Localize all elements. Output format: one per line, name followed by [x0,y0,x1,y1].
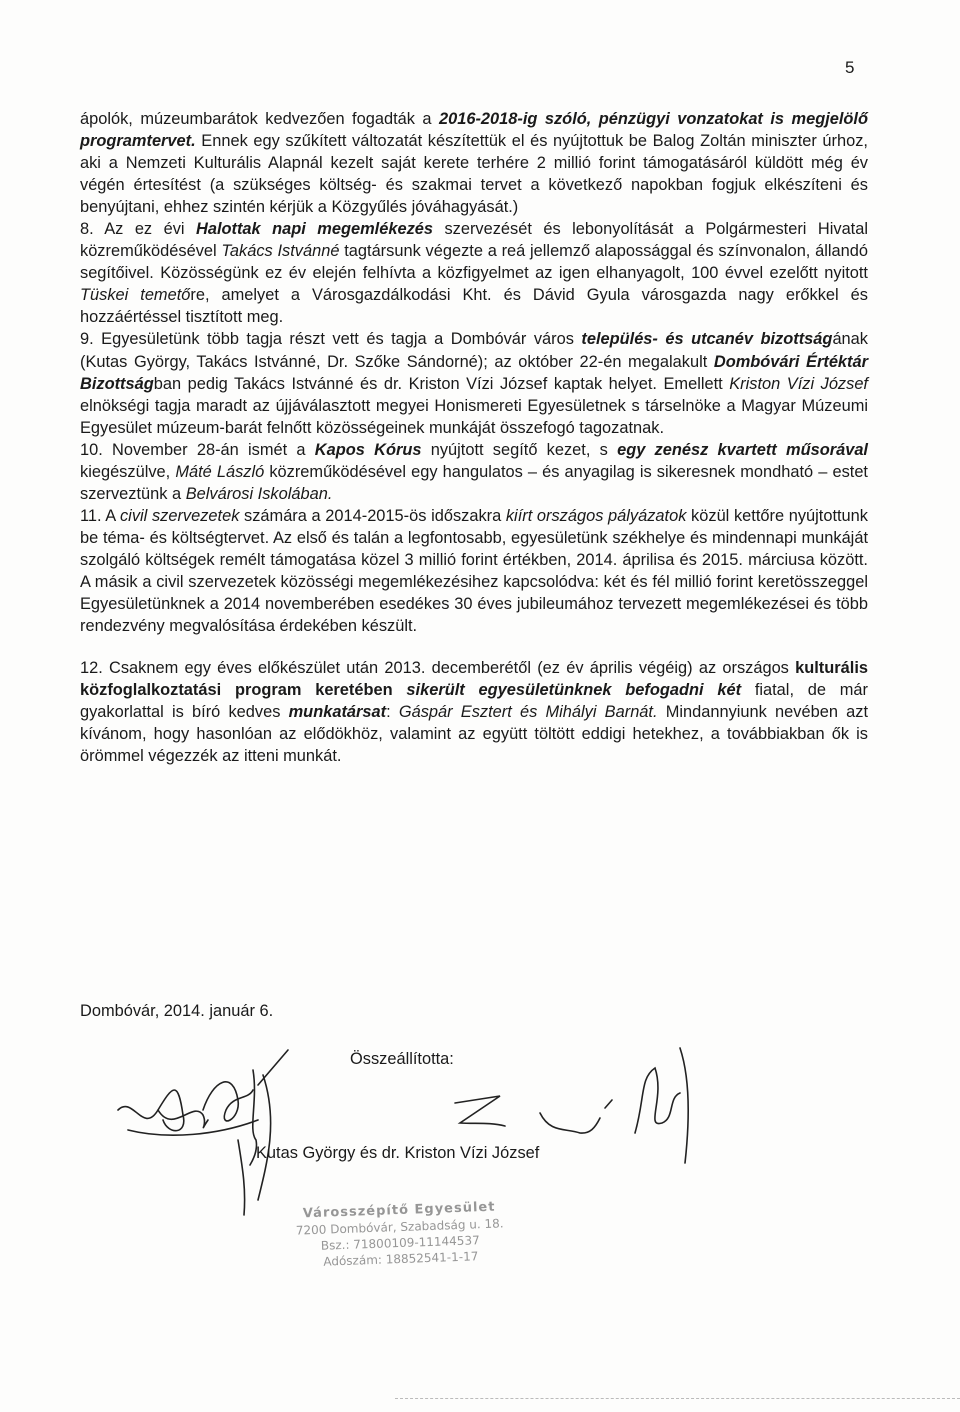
scan-edge-line [395,1398,960,1399]
paragraph-gap [80,637,868,657]
text-run: ának (Kutas György, Takács Istvánné, Dr. Szőke Sándorné); az október 22-én megalakult [80,330,868,371]
place-and-date: Dombóvár, 2014. január 6. [80,1002,274,1020]
text-run: Tüskei temető [80,286,191,305]
text-run: nyújtott segítő kezet, s [421,440,618,459]
text-run: Belvárosi Iskolában. [185,484,333,503]
text-run: re, amelyet a Városgazdálkodási Kht. és Dávid Gyula városgazda nagy erőkkel és hozzáértéssel tisztított meg. [80,286,868,327]
paragraph-9 [80,328,868,438]
text-run: kiírt országos pályázatok [505,506,687,525]
document-body [80,108,868,767]
text-run: 2016-2018-ig szóló, pénzügyi vonzatokat is megjelölő programtervet. [80,110,869,151]
text-run: kiegészülve, [80,462,176,481]
text-run: tagtársunk végezte a reá jellemző alapossággal és színvonalon, állandó segítőivel. Közösségünk ez év elején felhívta a közfigyelmet az igen elhanyagolt, 100 évvel ezelőtt nyitott [80,242,868,283]
text-run: : [386,703,399,722]
page-number: 5 [845,58,855,77]
text-run: Kapos Kórus [314,440,422,459]
paragraph-11 [80,505,868,637]
text-run: Takács Istvánné [221,242,340,261]
stamp-line: Adószám: 18852541-1-17 [323,1249,479,1269]
signatories: Kutas György és dr. Kriston Vízi József [256,1144,540,1162]
text-run: Mindannyiunk nevében azt kívánom, hogy hasonlóan az elődökhöz, valamint az együtt töltött eddigi hetekhez, a továbbiakban ők is örömmel végezzék az itteni munkát. [80,703,868,766]
compiled-by-label: Összeállította: [350,1050,454,1068]
stamp-line: Városszépítő Egyesület [302,1199,496,1222]
text-run: szervezését és lebonyolítását a Polgármesteri Hivatal közreműködésével [80,220,868,261]
stamp-line: 7200 Dombóvár, Szabadság u. 18. [295,1216,504,1238]
text-run: kulturális közfoglalkoztatási program keretében [80,659,868,700]
signature-left [108,1040,308,1220]
text-run [393,681,407,699]
text-run: ápolók, múzeumbarátok kedvezően fogadták a [80,110,439,128]
text-run: 8. Az ez évi [80,220,196,239]
text-run: Dombóvári Értéktár Bizottság [80,352,868,393]
text-run: 10. November 28-án ismét a [80,440,315,459]
paragraph-10 [80,439,868,505]
text-run: Máté László [175,462,265,481]
text-run: 9. Egyesületünk több tagja részt vett és tagja a Dombóvár város [80,330,582,349]
text-run: fiatal, de már gyakorlattal is bíró kedves [80,681,868,722]
text-run: civil szervezetek [119,506,240,525]
text-run: munkatársat [288,703,387,722]
text-run: 11. A [80,506,120,525]
paragraph-12 [80,657,868,767]
organization-stamp [279,1199,521,1271]
text-run: közreműködésével egy hangulatos – és anyagilag is sikeresnek mondható – estet szerveztünk a [80,462,868,503]
text-run: Ennek egy szűkített változatát készítettük el és nyújtottuk be Balog Zoltán miniszter úrhoz, aki a Nemzeti Kulturális Alapnál kezelt saját kerete terhére 2 millió forint támogatásáról küldött még év végén értesítést (a szükséges költség- és szakmai tervet a következő napokban fogjuk elkészíteni és benyújtani, ehhez szintén kérjük a Közgyűlés jóváhagyását.) [80,132,868,217]
text-run: ban pedig Takács Istvánné és dr. Kriston Vízi József kaptak helyet. Emellett [153,374,730,393]
text-run: számára a 2014-2015-ös időszakra [239,506,506,525]
text-run: sikerült egyesületünknek befogadni két [406,681,742,700]
paragraph-7-continuation [80,108,868,218]
stamp-line: Bsz.: 71800109-11144537 [320,1233,480,1253]
text-run: Gáspár Esztert és Mihályi Barnát. [398,703,658,722]
text-run: elnökségi tagja maradt az újjáválasztott megyei Honismereti Egyesületnek s társelnöke a Magyar Múzeumi Egyesület múzeum-barát felnőtt közösségeinek munkáját összefogó tagozatnak. [80,396,868,437]
text-run: közül kettőre nyújtottunk be téma- és költségtervet. Az első és talán a legfontosabb, egyesületünk székhelye és mindennapi munkáját szolgáló költségek remélt támogatása közel 3 millió forint értékben, 2014. áprilisa és 2015. márciusa között. A másik a civil szervezetek közösségi megemlékezésihez kapcsolódva: két és fél millió forint keretösszeggel Egyesületünknek a 2014 novemberében esedékes 30 éves jubileumához tervezett megemlékezései és több rendezvény megvalósítása érdekében készült. [80,506,868,636]
text-run: egy zenész kvartett műsorával [617,440,868,459]
text-run: Kriston Vízi József [729,374,868,393]
text-run: Halottak napi megemlékezés [196,220,433,239]
text-run: 12. Csaknem egy éves előkészület után 2013. decemberétől (ez év április végéig) az országos [80,659,796,678]
text-run: település- és utcanév bizottság [581,330,833,349]
paragraph-8 [80,218,868,328]
